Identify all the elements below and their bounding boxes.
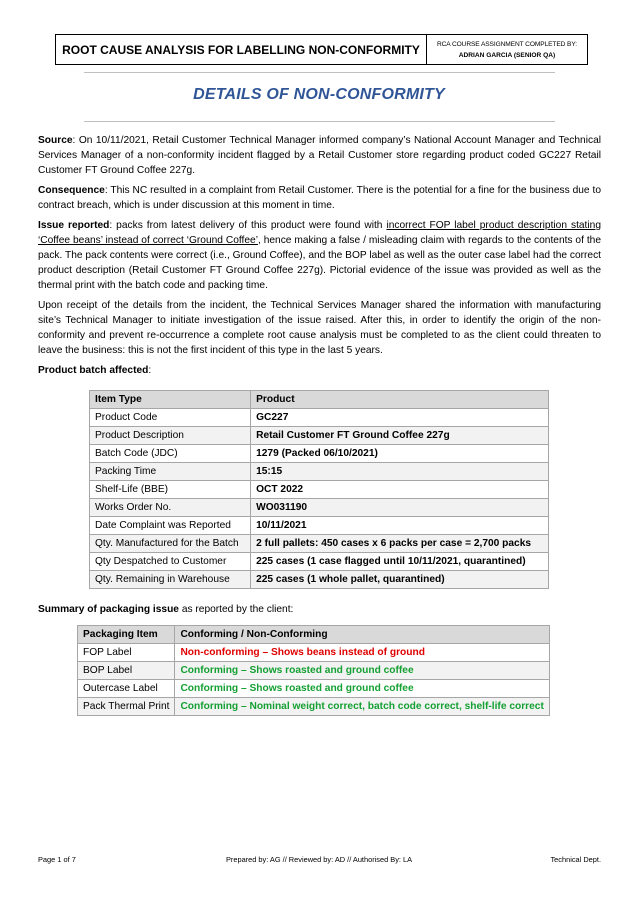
table-row [90, 517, 549, 535]
source-label: Source [38, 135, 73, 146]
summary-heading-suffix: as reported by the client: [178, 604, 294, 615]
batch-table [89, 390, 549, 589]
assignment-line-2: ADRIAN GARCIA (SENIOR QA) [458, 51, 556, 59]
conformity-status-cell: Conforming – Shows roasted and ground coffee [175, 680, 549, 698]
product-value-cell: WO031190 [251, 499, 549, 517]
item-type-cell: Qty. Remaining in Warehouse [90, 571, 251, 589]
product-value-cell: 225 cases (1 whole pallet, quarantined) [251, 571, 549, 589]
table-row [78, 680, 550, 698]
upon-receipt-paragraph: Upon receipt of the details from the incident, the Technical Services Manager shared the information with manufacturing site’s Technical Manager to initiate investigation of the issue raised. After this, in order to identify the origin of the non-conformity and prevent re-occurrence a complete root cause analysis must be completed to as the client could threaten to leave the business: this is not the first incident of this type in the last 5 years. [38, 300, 601, 356]
section-title: DETAILS OF NON-CONFORMITY [193, 86, 445, 103]
batch-heading [38, 363, 601, 378]
item-type-cell: Product Description [90, 427, 251, 445]
product-value-cell: 2 full pallets: 450 cases x 6 packs per case = 2,700 packs [251, 535, 549, 553]
packaging-item-cell: Pack Thermal Print [78, 698, 175, 716]
product-value-cell: GC227 [251, 409, 549, 427]
document-title: ROOT CAUSE ANALYSIS FOR LABELLING NON-CONFORMITY [56, 35, 427, 64]
top-divider [84, 72, 555, 73]
item-type-cell: Product Code [90, 409, 251, 427]
issue-paragraph [38, 218, 601, 293]
product-value-cell: 1279 (Packed 06/10/2021) [251, 445, 549, 463]
conformity-status-cell: Conforming – Nominal weight correct, batch code correct, shelf-life correct [175, 698, 549, 716]
issue-text-underlined: incorrect FOP label product description stating ‘Coffee beans’ instead of correct ‘Ground Coffee’ [38, 220, 601, 246]
batch-heading-label: Product batch affected [38, 365, 149, 376]
footer-approvals: Prepared by: AG // Reviewed by: AD // Authorised By: LA [225, 855, 413, 864]
item-type-cell: Date Complaint was Reported [90, 517, 251, 535]
column-header: Packaging Item [78, 626, 175, 644]
product-value-cell: 15:15 [251, 463, 549, 481]
item-type-cell: Qty Despatched to Customer [90, 553, 251, 571]
table-row [90, 463, 549, 481]
product-value-cell: Retail Customer FT Ground Coffee 227g [251, 427, 549, 445]
table-row [90, 571, 549, 589]
item-type-cell: Works Order No. [90, 499, 251, 517]
consequence-text: : This NC resulted in a complaint from Retail Customer. There is the potential for a fine for the business due to contract breach, which is under discussion at this moment in time. [38, 185, 601, 211]
title-divider [84, 121, 555, 122]
conformity-status-cell: Conforming – Shows roasted and ground coffee [175, 662, 549, 680]
table-row [90, 427, 549, 445]
table-header-row [90, 391, 549, 409]
table-row [90, 481, 549, 499]
table-row [78, 698, 550, 716]
item-type-cell: Shelf-Life (BBE) [90, 481, 251, 499]
source-text: : On 10/11/2021, Retail Customer Technical Manager informed company’s National Account Manager and Technical Services Manager of a non-conformity incident flagged by a Retail Customer store regarding product coded GC227 Retail Customer FT Ground Coffee 227g. [38, 135, 601, 176]
table-row [90, 409, 549, 427]
table-row [78, 662, 550, 680]
item-type-cell: Packing Time [90, 463, 251, 481]
table-row [90, 499, 549, 517]
header-box [55, 34, 588, 65]
issue-text-pre: : packs from latest delivery of this product were found with [109, 220, 387, 231]
packaging-item-cell: FOP Label [78, 644, 175, 662]
item-type-cell: Qty. Manufactured for the Batch [90, 535, 251, 553]
product-value-cell: 10/11/2021 [251, 517, 549, 535]
footer-page-number: Page 1 of 7 [38, 855, 76, 864]
column-header: Item Type [90, 391, 251, 409]
summary-heading-block [38, 602, 601, 622]
item-type-cell: Batch Code (JDC) [90, 445, 251, 463]
consequence-paragraph [38, 183, 601, 213]
consequence-label: Consequence [38, 185, 105, 196]
column-header: Conforming / Non-Conforming [175, 626, 549, 644]
summary-heading-label: Summary of packaging issue [38, 604, 179, 615]
packaging-item-cell: BOP Label [78, 662, 175, 680]
assignment-line-1: RCA COURSE ASSIGNMENT COMPLETED BY: [436, 40, 577, 48]
body-text [38, 133, 601, 383]
source-paragraph [38, 133, 601, 178]
issue-label: Issue reported [38, 220, 110, 231]
conformity-status-cell: Non-conforming – Shows beans instead of ground [175, 644, 549, 662]
table-row [90, 535, 549, 553]
column-header: Product [251, 391, 549, 409]
table-row [78, 644, 550, 662]
table-row [90, 553, 549, 571]
packaging-item-cell: Outercase Label [78, 680, 175, 698]
table-row [90, 445, 549, 463]
footer-department: Technical Dept. [550, 855, 601, 864]
issue-text-post: , hence making a false / misleading claim with regards to the contents of the pack. The pack contents were correct (i.e., Ground Coffee), and the BOP label as well as the outer case label had the correct product description (Retail Customer FT Ground Coffee 227g). Pictorial evidence of the issue was provided as well as the thermal print with the batch code and packing time. [38, 235, 601, 291]
product-value-cell: 225 cases (1 case flagged until 10/11/2021, quarantined) [251, 553, 549, 571]
batch-heading-suffix: : [148, 365, 152, 376]
packaging-table [77, 625, 550, 716]
product-value-cell: OCT 2022 [251, 481, 549, 499]
assignment-info [427, 35, 587, 64]
table-header-row [78, 626, 550, 644]
summary-heading [38, 602, 601, 617]
